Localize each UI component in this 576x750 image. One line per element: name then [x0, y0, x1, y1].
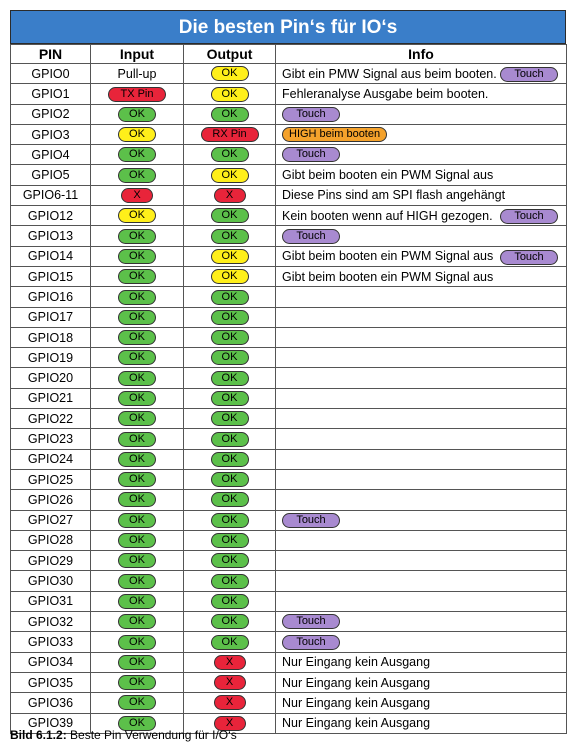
input-cell [91, 571, 184, 591]
output-status-badge: OK [211, 432, 249, 447]
pin-cell: GPIO21 [11, 388, 91, 408]
input-cell [91, 266, 184, 286]
input-cell [91, 469, 184, 489]
table-row [11, 368, 567, 388]
output-status-badge: X [214, 695, 246, 710]
input-status-badge: OK [118, 350, 156, 365]
input-cell [91, 124, 184, 144]
output-status-badge: OK [211, 249, 249, 264]
output-cell [184, 287, 276, 307]
output-cell [184, 266, 276, 286]
input-cell [91, 226, 184, 246]
output-cell [184, 571, 276, 591]
input-cell [91, 327, 184, 347]
touch-badge: Touch [282, 614, 340, 629]
output-cell [184, 652, 276, 672]
touch-badge: Touch [500, 250, 558, 265]
info-cell [276, 246, 567, 266]
touch-badge: Touch [500, 67, 558, 82]
touch-badge: Touch [282, 147, 340, 162]
output-status-badge: OK [211, 168, 249, 183]
info-cell [276, 713, 567, 733]
input-status-badge: OK [118, 533, 156, 548]
table-row [11, 530, 567, 550]
info-cell [276, 530, 567, 550]
input-status-badge: OK [118, 208, 156, 223]
input-status-badge: OK [118, 147, 156, 162]
output-cell [184, 327, 276, 347]
caption-text: Beste Pin Verwendung für I/O‘s [70, 728, 237, 742]
touch-badge: Touch [500, 209, 558, 224]
info-cell [276, 327, 567, 347]
output-status-badge: OK [211, 147, 249, 162]
info-text: Gibt beim booten ein PWM Signal aus [282, 269, 494, 284]
table-row [11, 612, 567, 632]
info-cell [276, 449, 567, 469]
output-status-badge: OK [211, 614, 249, 629]
info-cell [276, 612, 567, 632]
input-status-badge: OK [118, 249, 156, 264]
output-status-badge: X [214, 188, 246, 203]
output-status-badge: OK [211, 310, 249, 325]
output-cell [184, 591, 276, 611]
touch-badge: Touch [282, 229, 340, 244]
figure-caption [10, 728, 237, 742]
output-cell [184, 490, 276, 510]
info-cell [276, 206, 567, 226]
pin-cell: GPIO26 [11, 490, 91, 510]
output-status-badge: OK [211, 66, 249, 81]
input-cell [91, 84, 184, 104]
pin-cell: GPIO36 [11, 693, 91, 713]
table-row [11, 266, 567, 286]
table-row [11, 632, 567, 652]
table-row [11, 307, 567, 327]
table-row [11, 104, 567, 124]
pin-cell: GPIO32 [11, 612, 91, 632]
output-cell [184, 165, 276, 185]
table-row [11, 510, 567, 530]
input-cell [91, 551, 184, 571]
info-text: Kein booten wenn auf HIGH gezogen. [282, 208, 493, 223]
output-status-badge: RX Pin [201, 127, 259, 142]
table-row [11, 165, 567, 185]
output-cell [184, 612, 276, 632]
info-text: Fehleranalyse Ausgabe beim booten. [282, 86, 489, 101]
input-cell [91, 591, 184, 611]
pin-cell: GPIO6-11 [11, 185, 91, 205]
pin-cell: GPIO28 [11, 530, 91, 550]
info-cell [276, 409, 567, 429]
output-cell [184, 145, 276, 165]
table-row [11, 246, 567, 266]
output-status-badge: OK [211, 208, 249, 223]
table-row [11, 185, 567, 205]
input-cell [91, 530, 184, 550]
touch-badge: Touch [282, 635, 340, 650]
pin-cell: GPIO2 [11, 104, 91, 124]
input-status-badge: OK [118, 432, 156, 447]
table-row [11, 206, 567, 226]
pin-cell: GPIO29 [11, 551, 91, 571]
pin-cell: GPIO14 [11, 246, 91, 266]
output-cell [184, 632, 276, 652]
info-cell [276, 652, 567, 672]
info-cell [276, 287, 567, 307]
pin-cell: GPIO24 [11, 449, 91, 469]
table-row [11, 287, 567, 307]
info-cell [276, 145, 567, 165]
table-row [11, 124, 567, 144]
info-cell [276, 124, 567, 144]
pin-cell: GPIO34 [11, 652, 91, 672]
output-cell [184, 185, 276, 205]
input-status-badge: OK [118, 310, 156, 325]
table-row [11, 571, 567, 591]
info-cell [276, 632, 567, 652]
pin-cell: GPIO5 [11, 165, 91, 185]
output-status-badge: OK [211, 330, 249, 345]
output-status-badge: OK [211, 513, 249, 528]
input-status-badge: X [121, 188, 153, 203]
output-status-badge: OK [211, 533, 249, 548]
table-row [11, 490, 567, 510]
table-row [11, 449, 567, 469]
pin-cell: GPIO12 [11, 206, 91, 226]
input-cell [91, 246, 184, 266]
table-row [11, 348, 567, 368]
table-row [11, 145, 567, 165]
pin-cell: GPIO31 [11, 591, 91, 611]
table-header-row [11, 45, 567, 64]
info-cell [276, 388, 567, 408]
input-status-badge: OK [118, 330, 156, 345]
pin-cell: GPIO23 [11, 429, 91, 449]
table-title: Die besten Pin‘s für IO‘s [10, 10, 566, 44]
table-row [11, 693, 567, 713]
input-cell [91, 287, 184, 307]
output-status-badge: OK [211, 553, 249, 568]
info-text: Nur Eingang kein Ausgang [282, 675, 431, 690]
info-text: Gibt beim booten ein PWM Signal aus [282, 249, 494, 264]
output-cell [184, 307, 276, 327]
pin-cell: GPIO16 [11, 287, 91, 307]
info-cell [276, 104, 567, 124]
output-status-badge: OK [211, 371, 249, 386]
header-pin: PIN [11, 45, 91, 64]
info-cell [276, 510, 567, 530]
table-body [11, 64, 567, 734]
output-status-badge: OK [211, 411, 249, 426]
output-cell [184, 469, 276, 489]
input-status-badge: OK [118, 716, 156, 731]
output-cell [184, 551, 276, 571]
input-cell [91, 185, 184, 205]
pin-table [10, 44, 567, 734]
output-cell [184, 449, 276, 469]
info-cell [276, 266, 567, 286]
input-cell [91, 490, 184, 510]
input-cell [91, 165, 184, 185]
info-cell [276, 84, 567, 104]
table-row [11, 84, 567, 104]
input-cell [91, 612, 184, 632]
output-cell [184, 226, 276, 246]
pin-cell: GPIO15 [11, 266, 91, 286]
table-row [11, 551, 567, 571]
input-status-badge: OK [118, 107, 156, 122]
input-cell [91, 449, 184, 469]
output-cell [184, 510, 276, 530]
info-cell [276, 165, 567, 185]
input-cell: Pull-up [91, 64, 184, 84]
output-status-badge: OK [211, 229, 249, 244]
output-status-badge: OK [211, 107, 249, 122]
input-cell [91, 368, 184, 388]
input-cell [91, 104, 184, 124]
output-cell [184, 124, 276, 144]
table-row [11, 672, 567, 692]
table-row [11, 327, 567, 347]
output-cell [184, 368, 276, 388]
input-status-badge: OK [118, 452, 156, 467]
info-text: Gibt beim booten ein PWM Signal aus [282, 168, 494, 183]
output-cell [184, 693, 276, 713]
info-cell [276, 368, 567, 388]
output-status-badge: OK [211, 574, 249, 589]
output-status-badge: X [214, 675, 246, 690]
output-status-badge: OK [211, 269, 249, 284]
info-text: Nur Eingang kein Ausgang [282, 716, 431, 731]
input-status-badge: OK [118, 127, 156, 142]
input-cell [91, 388, 184, 408]
input-cell [91, 206, 184, 226]
table-row [11, 409, 567, 429]
touch-badge: Touch [282, 513, 340, 528]
output-cell [184, 348, 276, 368]
input-status-badge: OK [118, 513, 156, 528]
output-status-badge: OK [211, 594, 249, 609]
input-status-badge: OK [118, 695, 156, 710]
info-cell [276, 591, 567, 611]
info-cell [276, 226, 567, 246]
info-cell [276, 348, 567, 368]
output-cell [184, 64, 276, 84]
pin-cell: GPIO25 [11, 469, 91, 489]
pin-cell: GPIO0 [11, 64, 91, 84]
input-status-badge: OK [118, 675, 156, 690]
info-cell [276, 429, 567, 449]
info-cell [276, 672, 567, 692]
input-status-badge: OK [118, 229, 156, 244]
input-cell [91, 145, 184, 165]
input-cell [91, 510, 184, 530]
pin-cell: GPIO3 [11, 124, 91, 144]
input-cell [91, 693, 184, 713]
table-row [11, 652, 567, 672]
info-cell [276, 693, 567, 713]
input-status-badge: OK [118, 635, 156, 650]
input-cell [91, 429, 184, 449]
info-cell [276, 307, 567, 327]
input-cell [91, 652, 184, 672]
input-status-badge: OK [118, 371, 156, 386]
info-cell [276, 551, 567, 571]
pin-cell: GPIO13 [11, 226, 91, 246]
pin-cell: GPIO35 [11, 672, 91, 692]
input-cell [91, 348, 184, 368]
info-cell [276, 490, 567, 510]
pin-cell: GPIO18 [11, 327, 91, 347]
input-cell [91, 409, 184, 429]
output-cell [184, 530, 276, 550]
output-status-badge: OK [211, 452, 249, 467]
output-cell [184, 246, 276, 266]
pin-cell: GPIO20 [11, 368, 91, 388]
pin-cell: GPIO33 [11, 632, 91, 652]
output-cell [184, 84, 276, 104]
input-status-badge: OK [118, 614, 156, 629]
output-status-badge: OK [211, 391, 249, 406]
input-cell [91, 632, 184, 652]
caption-label: Bild 6.1.2: [10, 728, 67, 742]
table-row [11, 388, 567, 408]
input-status-badge: OK [118, 411, 156, 426]
output-status-badge: OK [211, 472, 249, 487]
info-cell [276, 469, 567, 489]
pin-cell: GPIO1 [11, 84, 91, 104]
input-status-badge: TX Pin [108, 87, 166, 102]
output-status-badge: OK [211, 87, 249, 102]
header-info: Info [276, 45, 567, 64]
input-status-badge: OK [118, 594, 156, 609]
output-cell [184, 429, 276, 449]
pin-cell: GPIO22 [11, 409, 91, 429]
pin-cell: GPIO4 [11, 145, 91, 165]
output-status-badge: OK [211, 492, 249, 507]
output-status-badge: X [214, 716, 246, 731]
header-input: Input [91, 45, 184, 64]
input-status-badge: OK [118, 553, 156, 568]
input-status-badge: OK [118, 391, 156, 406]
boot-state-badge: HIGH beim booten [282, 127, 387, 142]
pin-cell: GPIO30 [11, 571, 91, 591]
output-cell [184, 672, 276, 692]
input-cell [91, 307, 184, 327]
input-cell [91, 672, 184, 692]
info-text: Nur Eingang kein Ausgang [282, 695, 431, 710]
info-text: Nur Eingang kein Ausgang [282, 655, 431, 670]
output-status-badge: X [214, 655, 246, 670]
output-cell [184, 388, 276, 408]
output-cell [184, 206, 276, 226]
info-cell [276, 185, 567, 205]
input-status-badge: OK [118, 290, 156, 305]
table-row [11, 469, 567, 489]
input-status-badge: OK [118, 168, 156, 183]
pin-cell: GPIO27 [11, 510, 91, 530]
table-row [11, 429, 567, 449]
info-text: Gibt ein PMW Signal aus beim booten. [282, 66, 497, 81]
pin-cell: GPIO19 [11, 348, 91, 368]
input-status-badge: OK [118, 472, 156, 487]
pin-table-sheet [10, 10, 566, 734]
output-cell [184, 409, 276, 429]
input-status-badge: OK [118, 574, 156, 589]
touch-badge: Touch [282, 107, 340, 122]
info-text: Diese Pins sind am SPI flash angehängt [282, 188, 506, 203]
info-cell [276, 64, 567, 84]
table-row [11, 64, 567, 84]
output-status-badge: OK [211, 635, 249, 650]
pin-cell: GPIO17 [11, 307, 91, 327]
output-cell [184, 104, 276, 124]
output-status-badge: OK [211, 350, 249, 365]
input-status-badge: OK [118, 269, 156, 284]
header-output: Output [184, 45, 276, 64]
output-status-badge: OK [211, 290, 249, 305]
table-row [11, 591, 567, 611]
input-status-badge: OK [118, 492, 156, 507]
pin-cell: GPIO39 [11, 713, 91, 733]
table-row [11, 226, 567, 246]
info-cell [276, 571, 567, 591]
input-status-badge: OK [118, 655, 156, 670]
